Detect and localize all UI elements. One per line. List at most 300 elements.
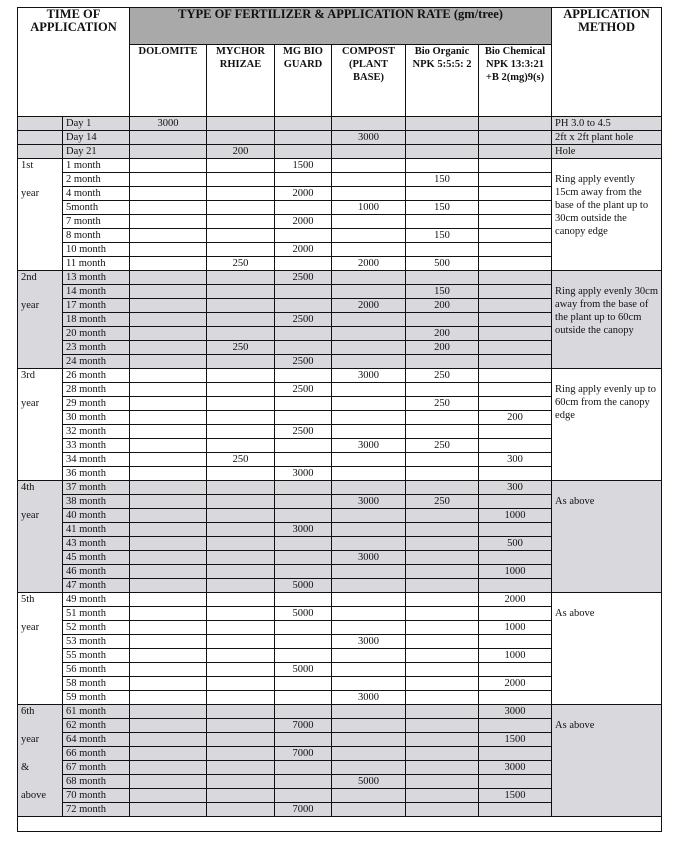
application-method-header: APPLICATION METHOD <box>552 8 662 117</box>
method-cell: Hole <box>552 145 662 159</box>
value-cell <box>207 691 275 705</box>
value-cell <box>332 229 406 243</box>
value-cell <box>332 453 406 467</box>
value-cell <box>332 159 406 173</box>
value-cell: 1500 <box>479 789 552 803</box>
value-cell <box>332 187 406 201</box>
year-label-line: year <box>21 622 40 633</box>
year-cell <box>18 117 63 131</box>
value-cell <box>207 369 275 383</box>
value-cell <box>275 551 332 565</box>
value-cell <box>406 649 479 663</box>
value-cell: 2000 <box>332 257 406 271</box>
value-cell <box>130 173 207 187</box>
time-cell: 46 month <box>63 565 130 579</box>
time-cell: 2 month <box>63 173 130 187</box>
value-cell <box>207 719 275 733</box>
value-cell: 2000 <box>275 243 332 257</box>
value-cell <box>332 537 406 551</box>
method-cell <box>552 159 662 271</box>
value-cell <box>479 747 552 761</box>
value-cell <box>479 145 552 159</box>
value-cell <box>332 593 406 607</box>
table-row <box>18 145 662 159</box>
value-cell <box>207 327 275 341</box>
year-label-line <box>21 719 59 733</box>
value-cell <box>275 481 332 495</box>
value-cell <box>275 117 332 131</box>
value-cell <box>130 187 207 201</box>
value-cell <box>275 593 332 607</box>
value-cell <box>130 453 207 467</box>
value-cell <box>479 663 552 677</box>
value-cell: 7000 <box>275 719 332 733</box>
value-cell <box>406 159 479 173</box>
value-cell <box>207 397 275 411</box>
value-cell: 150 <box>406 201 479 215</box>
year-label-line: 4th <box>21 482 35 493</box>
value-cell <box>130 509 207 523</box>
value-cell <box>406 719 479 733</box>
value-cell <box>275 733 332 747</box>
method-cell <box>552 593 662 705</box>
year-label-line <box>21 495 59 509</box>
time-cell: 52 month <box>63 621 130 635</box>
value-cell <box>479 341 552 355</box>
value-cell <box>406 705 479 719</box>
time-cell: 8 month <box>63 229 130 243</box>
value-cell <box>332 243 406 257</box>
value-cell <box>406 467 479 481</box>
value-cell <box>406 509 479 523</box>
table-row <box>18 593 662 607</box>
value-cell <box>207 481 275 495</box>
value-cell <box>406 607 479 621</box>
value-cell <box>332 411 406 425</box>
time-cell: 56 month <box>63 663 130 677</box>
year-label-line: 5th <box>21 594 35 605</box>
value-cell <box>332 327 406 341</box>
value-cell <box>479 159 552 173</box>
value-cell <box>332 467 406 481</box>
value-cell <box>207 649 275 663</box>
value-cell <box>275 299 332 313</box>
value-cell <box>275 327 332 341</box>
value-cell <box>130 789 207 803</box>
value-cell: 1000 <box>479 509 552 523</box>
fertilizer-schedule-table <box>17 7 662 832</box>
value-cell <box>332 761 406 775</box>
value-cell: 200 <box>406 327 479 341</box>
value-cell <box>479 117 552 131</box>
value-cell <box>275 229 332 243</box>
value-cell <box>332 579 406 593</box>
year-label-line: year <box>21 734 40 745</box>
value-cell <box>479 299 552 313</box>
value-cell <box>479 635 552 649</box>
value-cell <box>332 313 406 327</box>
value-cell <box>479 425 552 439</box>
value-cell <box>406 145 479 159</box>
value-cell <box>130 719 207 733</box>
method-text: Ring apply evenly up to 60cm from the canopy edge <box>555 384 656 421</box>
method-text: As above <box>555 720 595 731</box>
method-cell <box>552 271 662 369</box>
time-cell: 61 month <box>63 705 130 719</box>
year-label-line: year <box>21 398 40 409</box>
value-cell <box>332 383 406 397</box>
value-cell <box>130 313 207 327</box>
value-cell: 2500 <box>275 355 332 369</box>
value-cell <box>130 761 207 775</box>
fertilizer-type-header: TYPE OF FERTILIZER & APPLICATION RATE (gm/tree) <box>130 8 552 45</box>
value-cell <box>207 509 275 523</box>
time-of-application-header: TIME OF APPLICATION <box>18 8 130 117</box>
value-cell: 1000 <box>479 565 552 579</box>
value-cell <box>275 285 332 299</box>
time-cell: 41 month <box>63 523 130 537</box>
value-cell <box>207 663 275 677</box>
year-label-line: & <box>21 762 30 773</box>
method-cell <box>552 369 662 481</box>
value-cell <box>479 257 552 271</box>
value-cell <box>406 131 479 145</box>
value-cell <box>479 131 552 145</box>
value-cell <box>275 705 332 719</box>
value-cell <box>275 369 332 383</box>
year-label-line <box>21 173 59 187</box>
method-cell: PH 3.0 to 4.5 <box>552 117 662 131</box>
value-cell <box>207 733 275 747</box>
value-cell: 2000 <box>332 299 406 313</box>
value-cell <box>275 537 332 551</box>
value-cell <box>406 663 479 677</box>
value-cell: 3000 <box>332 369 406 383</box>
value-cell: 3000 <box>332 691 406 705</box>
value-cell: 250 <box>207 453 275 467</box>
value-cell: 150 <box>406 173 479 187</box>
time-cell: 38 month <box>63 495 130 509</box>
value-cell: 3000 <box>332 495 406 509</box>
value-cell <box>207 565 275 579</box>
value-cell: 3000 <box>479 761 552 775</box>
time-cell: 40 month <box>63 509 130 523</box>
value-cell <box>207 621 275 635</box>
value-cell <box>275 761 332 775</box>
value-cell <box>207 285 275 299</box>
value-cell <box>406 789 479 803</box>
value-cell <box>406 775 479 789</box>
value-cell <box>275 565 332 579</box>
value-cell <box>275 775 332 789</box>
value-cell: 250 <box>207 257 275 271</box>
time-cell: 4 month <box>63 187 130 201</box>
value-cell <box>275 131 332 145</box>
time-cell: 20 month <box>63 327 130 341</box>
value-cell <box>406 565 479 579</box>
value-cell <box>479 439 552 453</box>
method-text: As above <box>555 496 595 507</box>
value-cell: 3000 <box>275 523 332 537</box>
value-cell <box>207 313 275 327</box>
table-row <box>18 481 662 495</box>
method-cell: 2ft x 2ft plant hole <box>552 131 662 145</box>
value-cell <box>207 635 275 649</box>
value-cell <box>130 775 207 789</box>
value-cell <box>130 467 207 481</box>
value-cell: 3000 <box>130 117 207 131</box>
method-cell <box>552 705 662 817</box>
value-cell <box>130 579 207 593</box>
time-cell: 62 month <box>63 719 130 733</box>
value-cell: 300 <box>479 453 552 467</box>
value-cell <box>479 495 552 509</box>
year-label-line <box>21 607 59 621</box>
time-cell: 36 month <box>63 467 130 481</box>
value-cell: 150 <box>406 285 479 299</box>
value-cell <box>275 397 332 411</box>
time-cell: 29 month <box>63 397 130 411</box>
value-cell: 3000 <box>479 705 552 719</box>
value-cell <box>332 705 406 719</box>
value-cell <box>207 803 275 817</box>
value-cell <box>406 425 479 439</box>
time-cell: 34 month <box>63 453 130 467</box>
value-cell <box>406 355 479 369</box>
time-cell: Day 1 <box>63 117 130 131</box>
value-cell: 5000 <box>275 579 332 593</box>
value-cell: 250 <box>207 341 275 355</box>
value-cell: 2000 <box>479 677 552 691</box>
value-cell <box>332 145 406 159</box>
value-cell <box>207 537 275 551</box>
value-cell <box>406 593 479 607</box>
method-cell <box>552 481 662 593</box>
value-cell <box>479 215 552 229</box>
value-cell <box>406 313 479 327</box>
value-cell <box>207 215 275 229</box>
value-cell <box>406 481 479 495</box>
year-label-line: 3rd <box>21 370 35 381</box>
value-cell <box>275 173 332 187</box>
value-cell <box>130 691 207 705</box>
year-cell <box>18 131 63 145</box>
table-row <box>18 705 662 719</box>
value-cell <box>130 495 207 509</box>
year-label-cell <box>18 593 63 705</box>
value-cell <box>130 677 207 691</box>
value-cell <box>275 411 332 425</box>
column-header: Bio Chemical NPK 13:3:21 +B 2(mg)9(s) <box>479 45 552 117</box>
value-cell: 2500 <box>275 271 332 285</box>
value-cell <box>332 425 406 439</box>
value-cell <box>479 313 552 327</box>
year-label-line <box>21 775 59 789</box>
table-row <box>18 131 662 145</box>
value-cell: 2500 <box>275 425 332 439</box>
value-cell <box>479 229 552 243</box>
value-cell <box>130 145 207 159</box>
value-cell <box>275 621 332 635</box>
value-cell: 2500 <box>275 383 332 397</box>
value-cell <box>406 579 479 593</box>
value-cell <box>207 705 275 719</box>
value-cell <box>130 565 207 579</box>
value-cell <box>130 747 207 761</box>
value-cell <box>479 607 552 621</box>
value-cell <box>207 789 275 803</box>
year-cell <box>18 145 63 159</box>
time-cell: 37 month <box>63 481 130 495</box>
value-cell <box>406 733 479 747</box>
column-header: DOLOMITE <box>130 45 207 117</box>
year-label-line: year <box>21 300 40 311</box>
value-cell <box>406 803 479 817</box>
year-label-cell <box>18 481 63 593</box>
value-cell <box>479 523 552 537</box>
value-cell <box>275 789 332 803</box>
value-cell <box>130 299 207 313</box>
time-cell: 32 month <box>63 425 130 439</box>
value-cell <box>130 621 207 635</box>
value-cell <box>207 159 275 173</box>
value-cell <box>479 173 552 187</box>
value-cell <box>130 481 207 495</box>
value-cell <box>130 803 207 817</box>
value-cell <box>207 411 275 425</box>
value-cell <box>406 411 479 425</box>
value-cell <box>406 747 479 761</box>
value-cell: 200 <box>479 411 552 425</box>
value-cell <box>406 523 479 537</box>
value-cell <box>479 285 552 299</box>
value-cell: 250 <box>406 369 479 383</box>
value-cell: 200 <box>406 341 479 355</box>
value-cell <box>332 733 406 747</box>
value-cell <box>130 649 207 663</box>
time-cell: 14 month <box>63 285 130 299</box>
column-header: Bio Organic NPK 5:5:5: 2 <box>406 45 479 117</box>
time-cell: 28 month <box>63 383 130 397</box>
value-cell <box>406 635 479 649</box>
value-cell <box>207 607 275 621</box>
value-cell <box>207 593 275 607</box>
value-cell: 5000 <box>275 607 332 621</box>
time-cell: 67 month <box>63 761 130 775</box>
value-cell <box>479 369 552 383</box>
time-cell: 17 month <box>63 299 130 313</box>
table-row <box>18 271 662 285</box>
time-cell: 45 month <box>63 551 130 565</box>
value-cell <box>207 761 275 775</box>
value-cell <box>332 355 406 369</box>
table-footer-blank-row <box>18 817 662 832</box>
time-cell: 68 month <box>63 775 130 789</box>
value-cell: 250 <box>406 439 479 453</box>
value-cell <box>207 439 275 453</box>
time-cell: 43 month <box>63 537 130 551</box>
time-cell: 7 month <box>63 215 130 229</box>
year-label-line: year <box>21 188 40 199</box>
year-label-line: year <box>21 510 40 521</box>
value-cell <box>207 579 275 593</box>
value-cell <box>275 257 332 271</box>
value-cell: 1000 <box>479 621 552 635</box>
year-label-line: 1st <box>21 160 34 171</box>
value-cell: 7000 <box>275 747 332 761</box>
value-cell <box>406 187 479 201</box>
value-cell <box>130 425 207 439</box>
table-row <box>18 159 662 173</box>
value-cell <box>479 719 552 733</box>
value-cell <box>275 495 332 509</box>
value-cell <box>406 761 479 775</box>
value-cell <box>130 159 207 173</box>
time-cell: 58 month <box>63 677 130 691</box>
value-cell <box>275 691 332 705</box>
value-cell <box>207 229 275 243</box>
value-cell <box>332 509 406 523</box>
value-cell <box>130 439 207 453</box>
value-cell <box>207 201 275 215</box>
value-cell <box>406 551 479 565</box>
time-cell: 23 month <box>63 341 130 355</box>
value-cell <box>479 579 552 593</box>
time-cell: 70 month <box>63 789 130 803</box>
time-cell: 49 month <box>63 593 130 607</box>
value-cell <box>130 705 207 719</box>
value-cell <box>332 803 406 817</box>
value-cell <box>406 215 479 229</box>
value-cell <box>332 173 406 187</box>
year-label-line: 2nd <box>21 272 37 283</box>
value-cell: 250 <box>406 397 479 411</box>
time-cell: 59 month <box>63 691 130 705</box>
value-cell <box>130 201 207 215</box>
value-cell <box>479 551 552 565</box>
time-cell: 51 month <box>63 607 130 621</box>
value-cell <box>479 327 552 341</box>
value-cell <box>130 397 207 411</box>
value-cell: 1500 <box>275 159 332 173</box>
value-cell <box>406 691 479 705</box>
value-cell <box>130 411 207 425</box>
value-cell: 3000 <box>332 131 406 145</box>
time-cell: 1 month <box>63 159 130 173</box>
value-cell <box>207 495 275 509</box>
value-cell <box>406 677 479 691</box>
value-cell <box>479 187 552 201</box>
value-cell <box>130 593 207 607</box>
value-cell <box>130 383 207 397</box>
value-cell <box>207 271 275 285</box>
year-label-line <box>21 383 59 397</box>
time-cell: 66 month <box>63 747 130 761</box>
value-cell <box>332 565 406 579</box>
value-cell <box>332 117 406 131</box>
value-cell <box>332 649 406 663</box>
value-cell <box>479 775 552 789</box>
time-cell: 5month <box>63 201 130 215</box>
value-cell <box>207 117 275 131</box>
time-cell: 26 month <box>63 369 130 383</box>
value-cell: 3000 <box>332 635 406 649</box>
value-cell <box>130 663 207 677</box>
time-cell: 47 month <box>63 579 130 593</box>
value-cell <box>275 439 332 453</box>
time-cell: 53 month <box>63 635 130 649</box>
value-cell <box>130 537 207 551</box>
